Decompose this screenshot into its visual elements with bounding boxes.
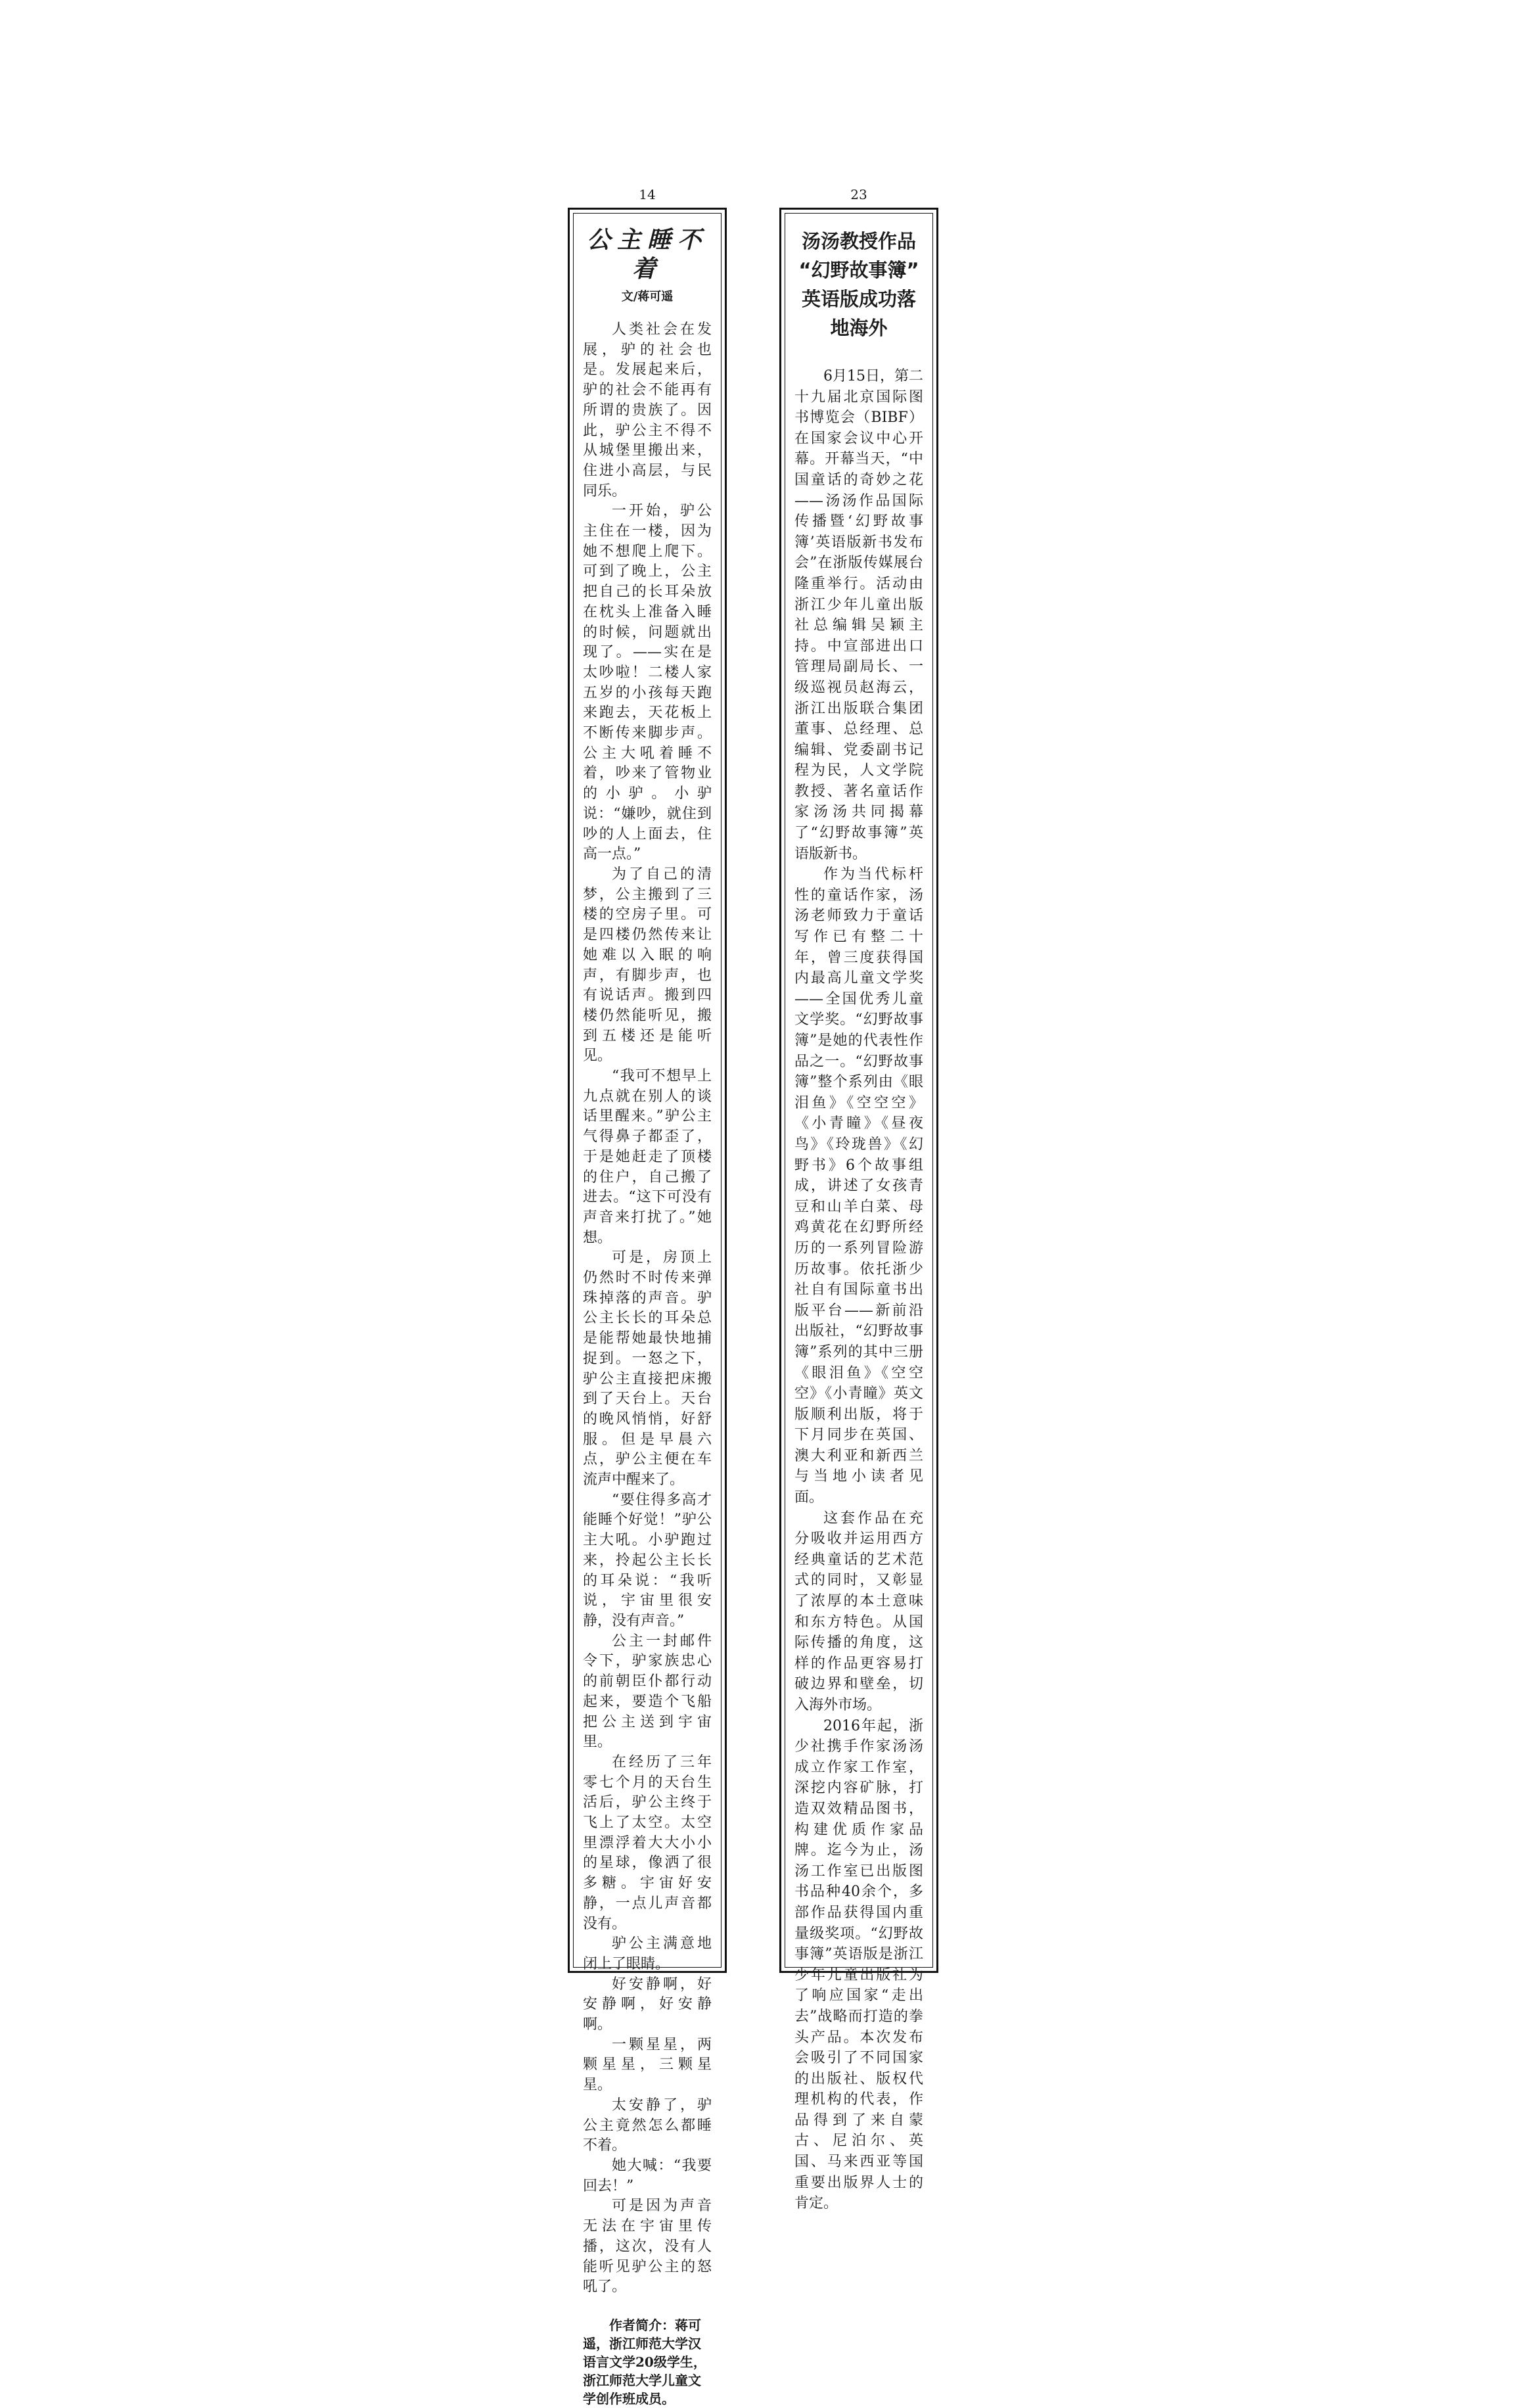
news-headline-line: “幻野故事簿”	[798, 259, 919, 281]
paragraph: 在经历了三年零七个月的天台生活后，驴公主终于飞上了太空。太空里漂浮着大大小小的星球，像洒了很多糖。宇宙好安静，一点儿声音都没有。	[583, 1753, 712, 1932]
paragraph: 作为当代标杆性的童话作家，汤汤老师致力于童话写作已有整二十年，曾三度获得国内最高儿童文学奖——全国优秀儿童文学奖。“幻野故事簿”是她的代表性作品之一。“幻野故事簿”整个系列由《眼泪鱼》《空空空》《小青瞳》《昼夜鸟》《玲珑兽》《幻野书》6个故事组成，讲述了女孩青豆和山羊白菜、母鸡黄花在幻野所经历的一系列冒险游历故事。依托浙少社自有国际童书出版平台——新前沿出版社，“幻野故事簿”系列的其中三册《眼泪鱼》《空空空》《小青瞳》英文版顺利出版，将于下月同步在英国、澳大利亚和新西兰与当地小读者见面。	[794, 866, 923, 1506]
news-body	[794, 366, 923, 2214]
paragraph: 人类社会在发展，驴的社会也是。发展起来后，驴的社会不能再有所谓的贵族了。因此，驴公主不得不从城堡里搬出来，住进小高层，与民同乐。	[583, 321, 712, 499]
page-number-left: 14	[639, 187, 656, 202]
story-body	[583, 320, 712, 2298]
author-bio-text: 蒋可遥，浙江师范大学汉语言文学20级学生，浙江师范大学儿童文学创作班成员。	[583, 2317, 706, 2407]
news-column	[779, 208, 938, 2212]
paragraph: 公主一封邮件令下，驴家族忠心的前朝臣仆都行动起来，要造个飞船把公主送到宇宙里。	[583, 1632, 712, 1751]
news-headline-line: 汤汤教授作品	[801, 230, 916, 252]
news-headline	[794, 227, 923, 342]
paragraph: 好安静啊，好安静啊，好安静啊。	[583, 1976, 712, 2033]
story-title: 公主睡不着	[586, 226, 708, 283]
story-column	[568, 208, 727, 2407]
news-headline-line: 英语版成功落地海外	[801, 288, 916, 339]
author-bio	[583, 2316, 712, 2408]
paragraph: 驴公主满意地闭上了眼睛。	[583, 1935, 712, 1972]
paragraph: 一开始，驴公主住在一楼，因为她不想爬上爬下。可到了晚上，公主把自己的长耳朵放在枕头上准备入睡的时候，问题就出现了。——实在是太吵啦！二楼人家五岁的小孩每天跑来跑去，天花板上不断传来脚步声。公主大吼着睡不着，吵来了管物业的小驴。小驴说：“嫌吵，就住到吵的人上面去，住高一点。”	[583, 503, 712, 863]
paragraph: 可是，房顶上仍然时不时传来弹珠掉落的声音。驴公主长长的耳朵总是能帮她最快地捕捉到。一怒之下，驴公主直接把床搬到了天台上。天台的晚风悄悄，好舒服。但是早晨六点，驴公主便在车流声中醒来了。	[583, 1249, 712, 1489]
paragraph: 她大喊：“我要回去！”	[583, 2157, 712, 2194]
paragraph: 6月15日，第二十九届北京国际图书博览会（BIBF）在国家会议中心开幕。开幕当天，“中国童话的奇妙之花——汤汤作品国际传播暨‘幻野故事簿’英语版新书发布会”在浙版传媒展台隆重举行。活动由浙江少年儿童出版社总编辑吴颖主持。中宣部进出口管理局副局长、一级巡视员赵海云，浙江出版联合集团董事、总经理、总编辑、党委副书记程为民，人文学院教授、著名童话作家汤汤共同揭幕了“幻野故事簿”英语版新书。	[794, 368, 923, 862]
paragraph: “我可不想早上九点就在别人的谈话里醒来。”驴公主气得鼻子都歪了，于是她赶走了顶楼的住户，自己搬了进去。“这下可没有声音来打扰了。”她想。	[583, 1068, 712, 1246]
paragraph: 这套作品在充分吸收并运用西方经典童话的艺术范式的同时，又彰显了浓厚的本土意味和东方特色。从国际传播的角度，这样的作品更容易打破边界和壁垒，切入海外市场。	[794, 1510, 923, 1713]
story-byline: 文/蒋可遥	[621, 290, 674, 304]
page-number-right: 23	[850, 187, 867, 202]
author-bio-label: 作者简介：	[609, 2317, 675, 2333]
paragraph: 一颗星星，两颗星星，三颗星星。	[583, 2036, 712, 2094]
paragraph: 2016年起，浙少社携手作家汤汤成立作家工作室，深挖内容矿脉，打造双效精品图书，构建优质作家品牌。迄今为止，汤汤工作室已出版图书品种40余个，多部作品获得国内重量级奖项。“幻野故事簿”英语版是浙江少年儿童出版社为了响应国家“走出去”战略而打造的拳头产品。本次发布会吸引了不同国家的出版社、版权代理机构的代表，作品得到了来自蒙古、尼泊尔、英国、马来西亚等国重要出版界人士的肯定。	[794, 1717, 923, 2212]
paragraph: 太安静了，驴公主竟然怎么都睡不着。	[583, 2096, 712, 2154]
paragraph: 可是因为声音无法在宇宙里传播，这次，没有人能听见驴公主的怒吼了。	[583, 2198, 712, 2296]
paragraph: 为了自己的清梦，公主搬到了三楼的空房子里。可是四楼仍然传来让她难以入眠的响声，有脚步声，也有说话声。搬到四楼仍然能听见，搬到五楼还是能听见。	[583, 866, 712, 1065]
paragraph: “要住得多高才能睡个好觉！”驴公主大吼。小驴跑过来，拎起公主长长的耳朵说：“我听说，宇宙里很安静，没有声音。”	[583, 1491, 712, 1629]
